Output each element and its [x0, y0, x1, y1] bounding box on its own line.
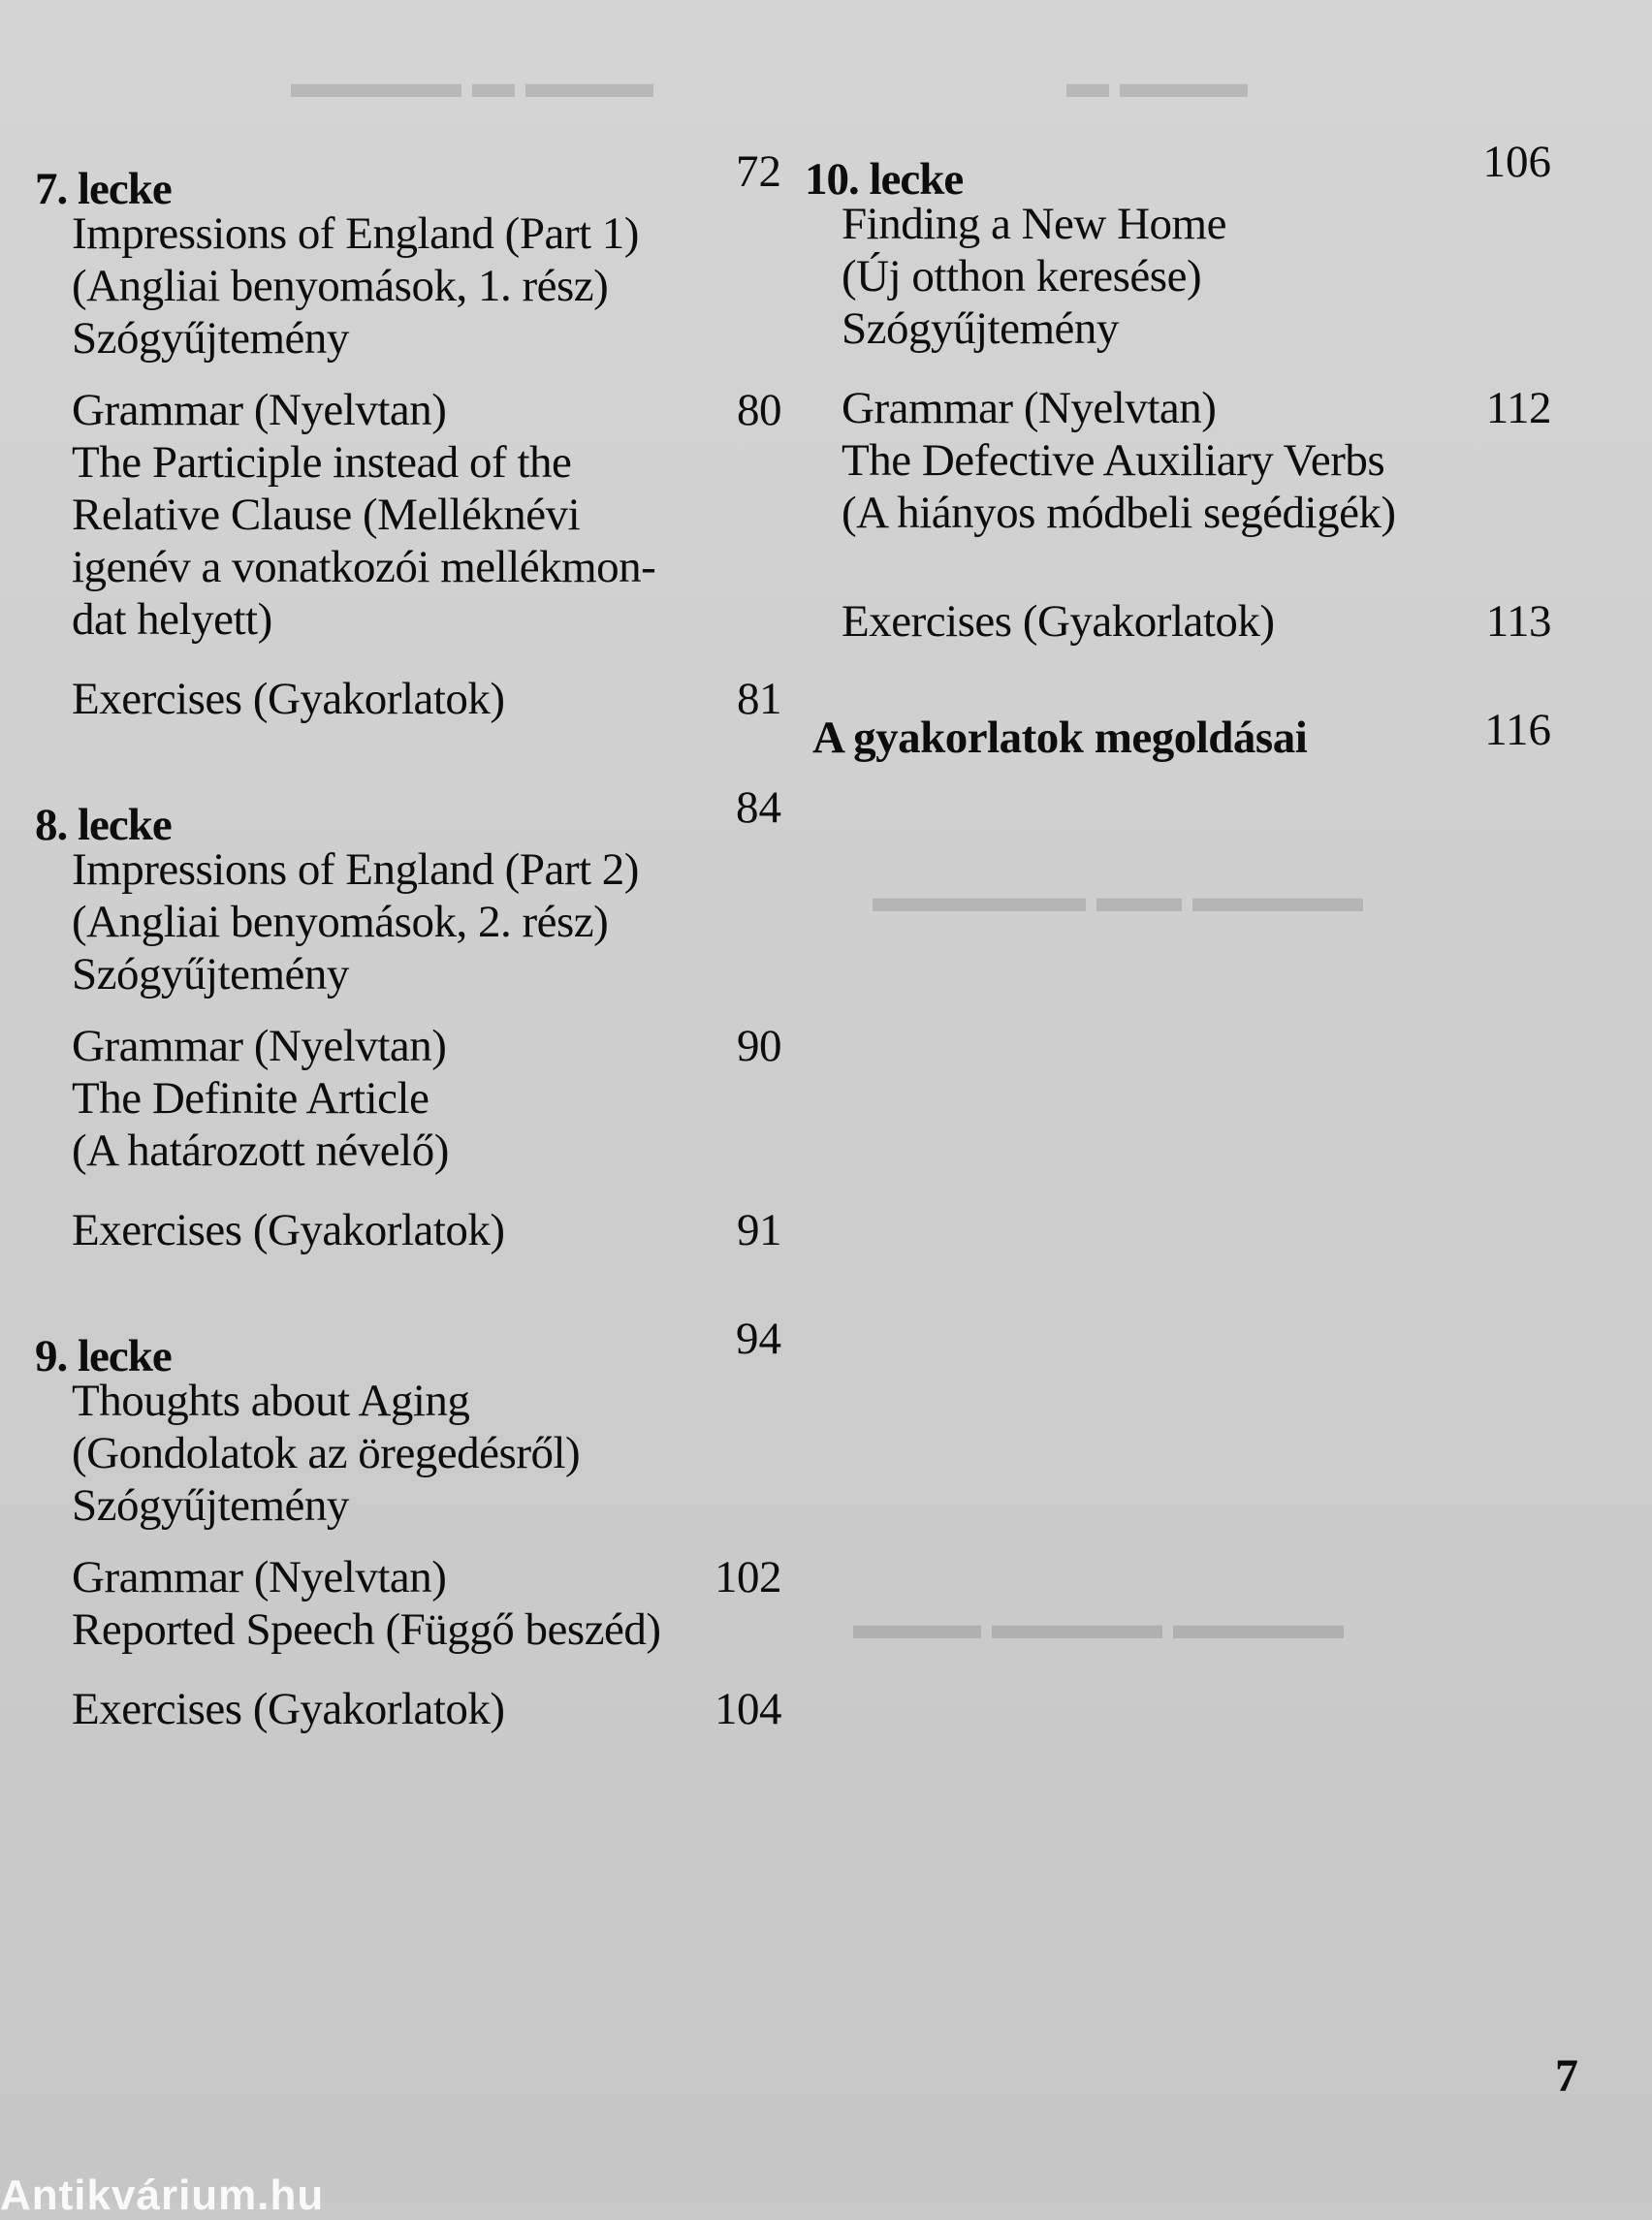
solutions-title: A gyakorlatok megoldásai: [812, 713, 1308, 763]
page-number-ref: 72: [736, 146, 781, 197]
bleed-through-mark: ▬▬▬▬ ▬▬▬▬ ▬▬▬: [853, 1601, 1344, 1648]
entry-line: Reported Speech (Függő beszéd): [72, 1604, 661, 1655]
entry-line: Exercises (Gyakorlatok): [72, 1684, 505, 1734]
entry-line: Szógyűjtemény: [72, 949, 349, 999]
entry-line: Grammar (Nyelvtan): [72, 1021, 447, 1071]
page-number-ref: 112: [1485, 383, 1551, 433]
lesson-title: 10. lecke: [805, 154, 964, 205]
toc-entry: [35, 207, 781, 365]
toc-entry: [805, 595, 1551, 648]
toc-entry: [35, 1551, 781, 1656]
entry-line: Relative Clause (Melléknévi: [72, 490, 581, 540]
bleed-through-mark: ▬▬▬ ▬ ▬▬▬▬: [291, 59, 653, 107]
toc-entry: [35, 1683, 781, 1735]
entry-line: (Új otthon keresése): [842, 251, 1202, 301]
page-number-ref: 102: [715, 1552, 781, 1602]
entry-line: (A hiányos módbeli segédigék): [842, 488, 1396, 538]
entry-line: Finding a New Home: [842, 199, 1226, 249]
lesson-heading: [35, 145, 781, 214]
page-number-ref: 91: [737, 1205, 781, 1255]
toc-left-column: [35, 145, 781, 1735]
entry-line: igenév a vonatkozói mellékmon-: [72, 542, 656, 592]
entry-line: (Angliai benyomások, 1. rész): [72, 261, 609, 311]
entry-line: (A határozott névelő): [72, 1126, 449, 1176]
entry-line: Grammar (Nyelvtan): [72, 385, 447, 435]
toc-lesson-9: [35, 1313, 781, 1735]
page-number-ref: 106: [1482, 137, 1551, 187]
lesson-title: 7. lecke: [35, 164, 172, 214]
entry-line: The Definite Article: [72, 1073, 429, 1124]
toc-entry: [805, 382, 1551, 539]
entry-line: The Defective Auxiliary Verbs: [842, 435, 1385, 486]
entry-line: Exercises (Gyakorlatok): [842, 596, 1275, 647]
entry-line: Impressions of England (Part 1): [72, 208, 639, 259]
entry-line: Grammar (Nyelvtan): [842, 383, 1217, 433]
page-number-ref: 84: [736, 782, 781, 833]
entry-line: Thoughts about Aging: [72, 1376, 470, 1426]
entry-line: Exercises (Gyakorlatok): [72, 674, 505, 724]
page-number: 7: [1555, 2050, 1578, 2102]
bleed-through-mark: ▬▬▬▬ ▬▬ ▬▬▬▬▬: [873, 873, 1363, 921]
toc-lesson-7: [35, 145, 781, 725]
toc-entry: [805, 198, 1551, 355]
entry-line: Szógyűjtemény: [72, 313, 349, 364]
lesson-heading: [35, 1313, 781, 1381]
lesson-heading: [805, 136, 1551, 205]
lesson-heading: [35, 781, 781, 850]
entry-line: Szógyűjtemény: [842, 303, 1119, 354]
page-number-ref: 80: [737, 385, 781, 435]
toc-entry: [35, 1020, 781, 1177]
page-number-ref: 113: [1485, 596, 1551, 647]
toc-lesson-10: [805, 136, 1551, 648]
bleed-through-mark: ▬▬▬ ▬: [1066, 59, 1248, 107]
lesson-title: 9. lecke: [35, 1331, 172, 1381]
toc-entry: [35, 384, 781, 646]
watermark: Antikvárium.hu: [0, 2172, 325, 2219]
entry-line: (Angliai benyomások, 2. rész): [72, 897, 609, 947]
toc-entry: [35, 843, 781, 1000]
entry-line: Szógyűjtemény: [72, 1480, 349, 1531]
page-number-ref: 81: [737, 674, 781, 724]
page-number-ref: 116: [1484, 705, 1551, 755]
entry-line: Exercises (Gyakorlatok): [72, 1205, 505, 1255]
toc-solutions: [805, 704, 1551, 762]
toc-right-column: [805, 136, 1551, 762]
entry-line: Grammar (Nyelvtan): [72, 1552, 447, 1602]
toc-lesson-8: [35, 781, 781, 1256]
toc-entry: [35, 1204, 781, 1256]
toc-entry: [35, 1375, 781, 1532]
toc-entry: [35, 673, 781, 725]
entry-line: The Participle instead of the: [72, 437, 572, 488]
page-number-ref: 104: [715, 1684, 781, 1734]
lesson-title: 8. lecke: [35, 800, 172, 850]
page-number-ref: 90: [737, 1021, 781, 1071]
entry-line: Impressions of England (Part 2): [72, 844, 639, 895]
entry-line: (Gondolatok az öregedésről): [72, 1428, 581, 1478]
page-number-ref: 94: [736, 1314, 781, 1364]
entry-line: dat helyett): [72, 594, 272, 645]
